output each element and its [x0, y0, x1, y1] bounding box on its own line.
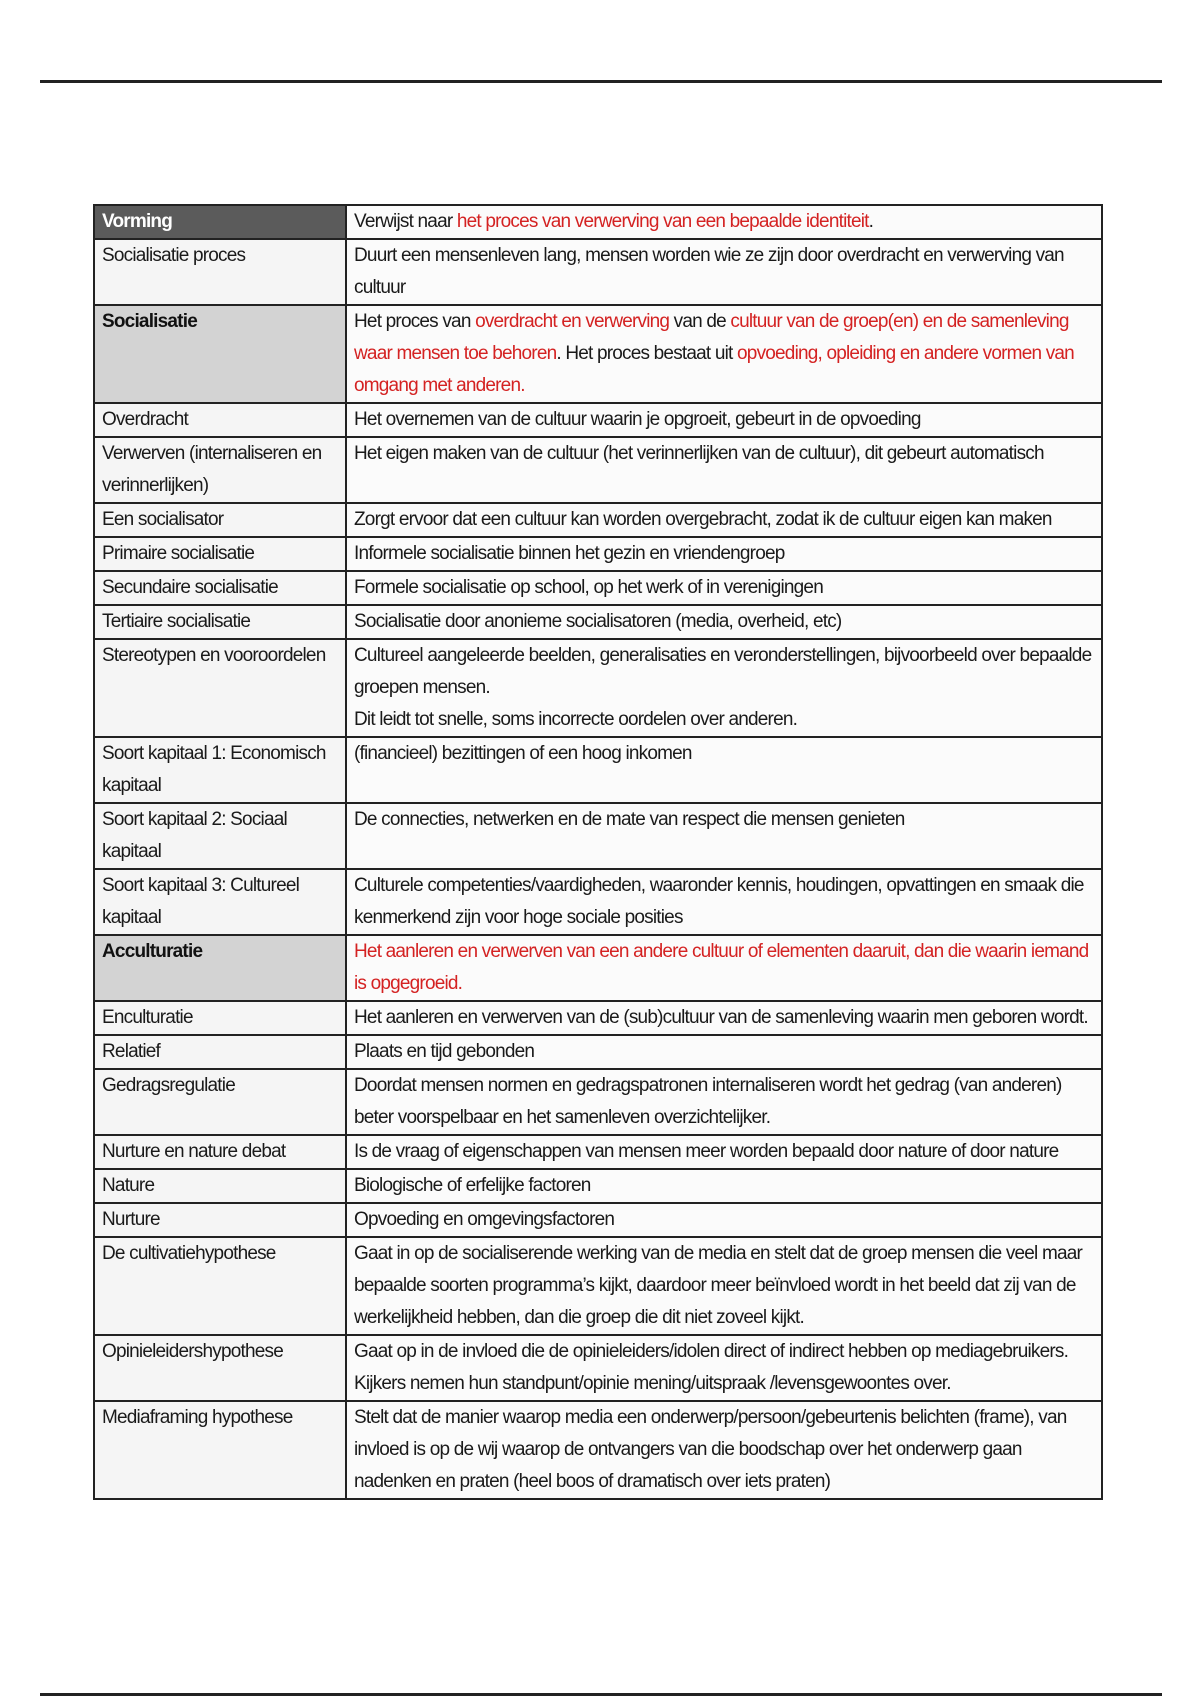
definition-text: Informele socialisatie binnen het gezin en vriendengroep	[354, 543, 785, 564]
definition-cell	[346, 803, 1102, 869]
definition-cell	[346, 503, 1102, 537]
definition-text: Cultureel aangeleerde beelden, generalisaties en veronderstellingen, bijvoorbeeld over bepaalde groepen mensen.	[354, 645, 1092, 698]
highlighted-text: cultuur van de groep(en) en de samenleving waar mensen toe behoren	[354, 311, 1069, 364]
term-cell: Soort kapitaal 3: Cultureel kapitaal	[94, 869, 346, 935]
term-cell: Stereotypen en vooroordelen	[94, 639, 346, 737]
definition-cell	[346, 605, 1102, 639]
definition-line	[354, 1070, 1094, 1134]
definition-line	[354, 438, 1094, 470]
definition-text: .	[868, 211, 874, 232]
table-row	[94, 1335, 1102, 1401]
table-row	[94, 1001, 1102, 1035]
definition-line	[354, 870, 1094, 934]
term-cell: Socialisatie	[94, 305, 346, 403]
term-cell: De cultivatiehypothese	[94, 1237, 346, 1335]
definition-line	[354, 1238, 1094, 1334]
table-row	[94, 503, 1102, 537]
highlighted-text: Het aanleren en verwerven van een andere cultuur of elementen daaruit, dan die waarin iemand is opgegroeid.	[354, 941, 1089, 994]
term-cell: Een socialisator	[94, 503, 346, 537]
definition-line	[354, 1170, 1094, 1202]
table-row	[94, 1401, 1102, 1499]
term-cell: Tertiaire socialisatie	[94, 605, 346, 639]
definition-line	[354, 1002, 1094, 1034]
definition-text: Verwijst naar	[354, 211, 457, 232]
definition-line	[354, 404, 1094, 436]
table-row	[94, 205, 1102, 239]
definition-text: Gaat in op de socialiserende werking van de media en stelt dat de groep mensen die veel maar bepaalde soorten programma’s kijkt, daardoor meer beïnvloed wordt in het beeld dat zij van de werkelijkheid hebben, dan die groep die dit niet zoveel kijkt.	[354, 1243, 1083, 1328]
table-row	[94, 1135, 1102, 1169]
table-row	[94, 869, 1102, 935]
definition-line	[354, 1402, 1094, 1498]
definition-text: De connecties, netwerken en de mate van respect die mensen genieten	[354, 809, 905, 830]
definition-text: Het eigen maken van de cultuur (het verinnerlijken van de cultuur), dit gebeurt automatisch	[354, 443, 1044, 464]
term-cell: Nature	[94, 1169, 346, 1203]
term-cell: Enculturatie	[94, 1001, 346, 1035]
definition-line	[354, 1036, 1094, 1068]
term-cell: Nurture en nature debat	[94, 1135, 346, 1169]
term-cell: Soort kapitaal 1: Economisch kapitaal	[94, 737, 346, 803]
definition-text: Culturele competenties/vaardigheden, waaronder kennis, houdingen, opvattingen en smaak die kenmerkend zijn voor hoge sociale posities	[354, 875, 1084, 928]
table-row	[94, 437, 1102, 503]
table-row	[94, 803, 1102, 869]
term-cell: Secundaire socialisatie	[94, 571, 346, 605]
term-cell: Relatief	[94, 1035, 346, 1069]
definition-text: Is de vraag of eigenschappen van mensen meer worden bepaald door nature of door nature	[354, 1141, 1059, 1162]
definition-line	[354, 538, 1094, 570]
term-cell: Nurture	[94, 1203, 346, 1237]
definition-line	[354, 504, 1094, 536]
definition-cell	[346, 205, 1102, 239]
table-row	[94, 403, 1102, 437]
definition-line	[354, 572, 1094, 604]
highlighted-text: overdracht en verwerving	[475, 311, 670, 332]
definition-text: Formele socialisatie op school, op het werk of in verenigingen	[354, 577, 823, 598]
definition-cell	[346, 239, 1102, 305]
table-row	[94, 737, 1102, 803]
glossary-table	[93, 204, 1103, 1500]
definition-text: Kijkers nemen hun standpunt/opinie mening/uitspraak /levensgewoontes over.	[354, 1373, 951, 1394]
definition-line	[354, 640, 1094, 704]
definition-line	[354, 1136, 1094, 1168]
definition-cell	[346, 1069, 1102, 1135]
glossary-body	[94, 205, 1102, 1499]
term-cell: Gedragsregulatie	[94, 1069, 346, 1135]
definition-cell	[346, 537, 1102, 571]
definition-line	[354, 206, 1094, 238]
definition-text: Biologische of erfelijke factoren	[354, 1175, 591, 1196]
table-row	[94, 1035, 1102, 1069]
definition-cell	[346, 869, 1102, 935]
definition-text: Zorgt ervoor dat een cultuur kan worden overgebracht, zodat ik de cultuur eigen kan maken	[354, 509, 1052, 530]
definition-text: van de	[669, 311, 731, 332]
table-row	[94, 305, 1102, 403]
definition-cell	[346, 437, 1102, 503]
table-row	[94, 1069, 1102, 1135]
definition-text: Gaat op in de invloed die de opinieleiders/idolen direct of indirect hebben op mediagebruikers.	[354, 1341, 1069, 1362]
definition-text: Het overnemen van de cultuur waarin je opgroeit, gebeurt in de opvoeding	[354, 409, 921, 430]
table-row	[94, 239, 1102, 305]
definition-cell	[346, 639, 1102, 737]
definition-line	[354, 306, 1094, 402]
definition-line	[354, 240, 1094, 304]
highlighted-text: het proces van verwerving van een bepaalde identiteit	[456, 211, 869, 232]
table-row	[94, 571, 1102, 605]
definition-text: Opvoeding en omgevingsfactoren	[354, 1209, 615, 1230]
definition-text: Doordat mensen normen en gedragspatronen internaliseren wordt het gedrag (van anderen) beter voorspelbaar en het samenleven overzichtelijker.	[354, 1075, 1062, 1128]
definition-cell	[346, 1001, 1102, 1035]
definition-text: Duurt een mensenleven lang, mensen worden wie ze zijn door overdracht en verwerving van cultuur	[354, 245, 1064, 298]
definition-line	[354, 1368, 1094, 1400]
term-cell: Mediaframing hypothese	[94, 1401, 346, 1499]
definition-cell	[346, 403, 1102, 437]
bottom-rule	[40, 1693, 1162, 1696]
definition-cell	[346, 1203, 1102, 1237]
table-row	[94, 1203, 1102, 1237]
definition-cell	[346, 1135, 1102, 1169]
definition-cell	[346, 935, 1102, 1001]
highlighted-text: opvoeding, opleiding en andere vormen van omgang met anderen.	[354, 343, 1074, 396]
definition-text: Dit leidt tot snelle, soms incorrecte oordelen over anderen.	[354, 709, 798, 730]
definition-cell	[346, 571, 1102, 605]
table-row	[94, 605, 1102, 639]
definition-text: Socialisatie door anonieme socialisatoren (media, overheid, etc)	[354, 611, 842, 632]
definition-cell	[346, 737, 1102, 803]
term-cell: Primaire socialisatie	[94, 537, 346, 571]
table-row	[94, 1237, 1102, 1335]
table-row	[94, 639, 1102, 737]
term-cell: Acculturatie	[94, 935, 346, 1001]
term-cell: Opinieleidershypothese	[94, 1335, 346, 1401]
definition-cell	[346, 305, 1102, 403]
definition-line	[354, 738, 1094, 770]
top-rule	[40, 80, 1162, 83]
term-cell: Overdracht	[94, 403, 346, 437]
definition-line	[354, 704, 1094, 736]
table-row	[94, 935, 1102, 1001]
term-cell: Verwerven (internaliseren en verinnerlijken)	[94, 437, 346, 503]
definition-cell	[346, 1335, 1102, 1401]
definition-text: (financieel) bezittingen of een hoog inkomen	[354, 743, 692, 764]
definition-line	[354, 1204, 1094, 1236]
definition-text: Het aanleren en verwerven van de (sub)cultuur van de samenleving waarin men geboren wordt.	[354, 1007, 1088, 1028]
term-cell: Socialisatie proces	[94, 239, 346, 305]
definition-text: . Het proces bestaat uit	[556, 343, 738, 364]
definition-line	[354, 606, 1094, 638]
term-cell: Vorming	[94, 205, 346, 239]
definition-line	[354, 936, 1094, 1000]
definition-cell	[346, 1401, 1102, 1499]
definition-cell	[346, 1237, 1102, 1335]
definition-line	[354, 804, 1094, 836]
definition-text: Stelt dat de manier waarop media een onderwerp/persoon/gebeurtenis belichten (frame), van invloed is op de wij waarop de ontvangers van die boodschap over het onderwerp gaan nadenken en praten (heel boos of dramatisch over iets praten)	[354, 1407, 1067, 1492]
definition-text: Plaats en tijd gebonden	[354, 1041, 535, 1062]
definition-cell	[346, 1169, 1102, 1203]
definition-text: Het proces van	[354, 311, 476, 332]
term-cell: Soort kapitaal 2: Sociaal kapitaal	[94, 803, 346, 869]
definition-cell	[346, 1035, 1102, 1069]
table-row	[94, 1169, 1102, 1203]
table-row	[94, 537, 1102, 571]
definition-line	[354, 1336, 1094, 1368]
